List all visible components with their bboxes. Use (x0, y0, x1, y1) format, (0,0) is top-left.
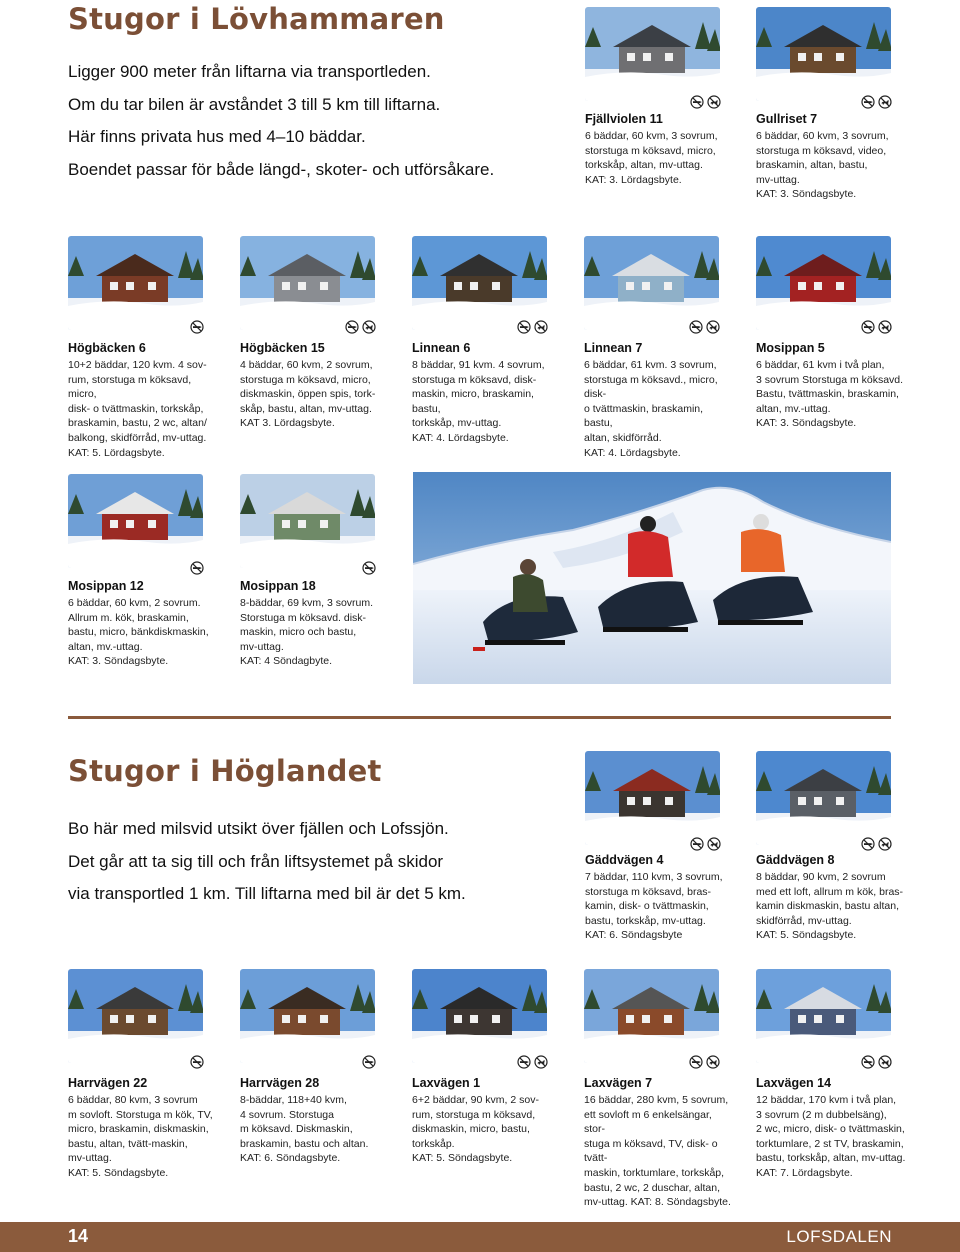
cabin-card (68, 340, 218, 460)
intro-lovhammaren (68, 56, 494, 186)
cabin-card (585, 852, 735, 943)
cabin-card (412, 1075, 562, 1166)
amenity-icons (689, 320, 720, 335)
no-smoking-icon (517, 1055, 531, 1069)
intro-hoglandet (68, 813, 466, 911)
intro-line: via transportled 1 km. Till liftarna med bil är det 5 km. (68, 884, 466, 903)
no-smoking-icon (689, 320, 703, 334)
cabin-description: 6 bäddar, 60 kvm, 3 sovrum, storstuga m köksavd, video, braskamin, altan, bastu, mv-uttag. KAT: 3. Söndagsbyte. (756, 130, 889, 201)
cabin-description: 8 bäddar, 91 kvm. 4 sovrum, storstuga m köksavd, disk- maskin, micro, braskamin, bastu, torkskåp, mv-uttag. KAT: 4. Lördagsbyte. (412, 359, 545, 444)
no-smoking-icon (861, 95, 875, 109)
cabin-photo (756, 236, 891, 330)
cabin-photo (240, 236, 375, 330)
amenity-icons (345, 320, 376, 335)
intro-line: Det går att ta sig till och från liftsystemet på skidor (68, 851, 444, 871)
section-title-lovhammaren: Stugor i Lövhammaren (68, 2, 445, 36)
section-title-hoglandet: Stugor i Höglandet (68, 754, 382, 788)
intro-line: Här finns privata hus med 4–10 bäddar. (68, 127, 366, 146)
cabin-photo (240, 474, 375, 568)
cabin-card (756, 852, 906, 943)
cabin-card (68, 1075, 218, 1181)
cabin-name: Laxvägen 7 (584, 1076, 653, 1090)
cabin-photo (584, 236, 719, 330)
no-smoking-icon (861, 320, 875, 334)
cabin-photo (585, 751, 720, 845)
no-pets-icon (362, 320, 376, 334)
amenity-icons (517, 320, 548, 335)
cabin-description: 8 bäddar, 90 kvm, 2 sovrum med ett loft, allrum m kök, bras- kamin diskmaskin, bastu altan, skidförråd, mv-uttag. KAT: 5. Söndagsbyte. (756, 871, 904, 942)
no-smoking-icon (190, 1055, 204, 1069)
cabin-description: 8-bäddar, 69 kvm, 3 sovrum. Storstuga m köksavd. disk- maskin, micro och bastu, mv-uttag. KAT: 4 Söndagbyte. (240, 597, 374, 668)
cabin-name: Linnean 7 (584, 341, 643, 355)
cabin-description: 10+2 bäddar, 120 kvm. 4 sov- rum, storstuga m köksavd, micro, disk- o tvättmaskin, torkskåp, braskamin, bastu, 2 wc, altan/ balkong, skidförråd, mv-uttag. KAT: 5. Lördagsbyte. (68, 359, 207, 459)
no-pets-icon (878, 837, 892, 851)
cabin-description: 6 bäddar, 80 kvm, 3 sovrum m sovloft. Storstuga m kök, TV, micro, braskamin, diskmaskin, bastu, altan, tvätt-maskin, mv-uttag. KAT: 5. Söndagsbyte. (68, 1094, 213, 1179)
cabin-photo (68, 474, 203, 568)
cabin-name: Fjällviolen 11 (585, 112, 663, 126)
no-smoking-icon (861, 837, 875, 851)
no-smoking-icon (517, 320, 531, 334)
cabin-card (240, 578, 390, 669)
amenity-icons (690, 837, 721, 852)
no-smoking-icon (690, 95, 704, 109)
intro-line: Om du tar bilen är avståndet 3 till 5 km till liftarna. (68, 94, 441, 114)
cabin-photo (756, 751, 891, 845)
cabin-photo (585, 7, 720, 101)
amenity-icons (190, 561, 204, 576)
page-footer (0, 1222, 960, 1252)
amenity-icons (861, 1055, 892, 1070)
no-smoking-icon (190, 561, 204, 575)
cabin-name: Linnean 6 (412, 341, 471, 355)
cabin-description: 6 bäddar, 61 kvm. 3 sovrum, storstuga m köksavd., micro, disk- o tvättmaskin, braskamin, bastu, altan, skidförråd. KAT: 4. Lördagsbyte. (584, 359, 718, 459)
cabin-name: Högbäcken 15 (240, 341, 325, 355)
footer-brand: LOFSDALEN (786, 1227, 892, 1246)
cabin-description: 6+2 bäddar, 90 kvm, 2 sov- rum, storstuga m köksavd, diskmaskin, micro, bastu, torkskåp. KAT: 5. Söndagsbyte. (412, 1094, 539, 1165)
cabin-description: 6 bäddar, 60 kvm, 3 sovrum, storstuga m köksavd, micro, torkskåp, altan, mv-uttag. KAT: 3. Lördagsbyte. (585, 130, 718, 186)
no-pets-icon (534, 1055, 548, 1069)
snowmobile-photo (413, 472, 891, 684)
no-smoking-icon (861, 1055, 875, 1069)
cabin-photo (412, 236, 547, 330)
cabin-description: 7 bäddar, 110 kvm, 3 sovrum, storstuga m köksavd, bras- kamin, disk- o tvättmaskin, bastu, torkskåp, mv-uttag. KAT: 6. Söndagsbyte (585, 871, 723, 942)
cabin-description: 12 bäddar, 170 kvm i två plan, 3 sovrum (2 m dubbelsäng), 2 wc, micro, disk- o tvättmaskin, torktumlare, 2 st TV, braskamin, bastu, torkskåp, altan, mv-uttag. KAT: 7. Lördagsbyte. (756, 1094, 906, 1179)
cabin-card (584, 340, 734, 460)
amenity-icons (861, 320, 892, 335)
cabin-photo (240, 969, 375, 1063)
cabin-photo (584, 969, 719, 1063)
cabin-name: Gäddvägen 4 (585, 853, 664, 867)
cabin-name: Laxvägen 1 (412, 1076, 481, 1090)
no-pets-icon (878, 320, 892, 334)
cabin-card (584, 1075, 734, 1210)
amenity-icons (861, 95, 892, 110)
cabin-description: 6 bäddar, 61 kvm i två plan, 3 sovrum Storstuga m köksavd. Bastu, tvättmaskin, braskamin, altan, mv.-uttag. KAT: 3. Söndagsbyte. (756, 359, 904, 430)
cabin-card (756, 1075, 906, 1181)
no-smoking-icon (362, 561, 376, 575)
cabin-card (585, 111, 735, 187)
cabin-card (756, 111, 906, 202)
cabin-card (240, 1075, 390, 1166)
amenity-icons (861, 837, 892, 852)
no-pets-icon (706, 1055, 720, 1069)
no-smoking-icon (345, 320, 359, 334)
no-pets-icon (878, 95, 892, 109)
amenity-icons (190, 320, 204, 335)
no-smoking-icon (190, 320, 204, 334)
no-pets-icon (707, 95, 721, 109)
no-smoking-icon (689, 1055, 703, 1069)
no-smoking-icon (362, 1055, 376, 1069)
cabin-photo (756, 7, 891, 101)
page-number: 14 (68, 1226, 89, 1246)
cabin-name: Mosippan 12 (68, 579, 144, 593)
cabin-photo (68, 236, 203, 330)
cabin-name: Mosippan 18 (240, 579, 316, 593)
cabin-description: 4 bäddar, 60 kvm, 2 sovrum, storstuga m köksavd, micro, diskmaskin, öppen spis, tork- skåp, bastu, altan, mv-uttag. KAT 3. Lördagsbyte. (240, 359, 376, 430)
amenity-icons (362, 1055, 376, 1070)
cabin-card (68, 578, 218, 669)
intro-line: Bo här med milsvid utsikt över fjällen och Lofssjön. (68, 819, 449, 838)
cabin-card (756, 340, 906, 431)
cabin-card (240, 340, 390, 431)
no-pets-icon (878, 1055, 892, 1069)
cabin-name: Högbäcken 6 (68, 341, 146, 355)
amenity-icons (190, 1055, 204, 1070)
cabin-name: Laxvägen 14 (756, 1076, 832, 1090)
cabin-description: 8-bäddar, 118+40 kvm, 4 sovrum. Storstuga m köksavd. Diskmaskin, braskamin, bastu och altan. KAT: 6. Söndagsbyte. (240, 1094, 369, 1165)
no-pets-icon (706, 320, 720, 334)
no-pets-icon (707, 837, 721, 851)
amenity-icons (362, 561, 376, 576)
cabin-card (412, 340, 562, 446)
cabin-name: Gäddvägen 8 (756, 853, 835, 867)
cabin-photo (412, 969, 547, 1063)
cabin-name: Gullriset 7 (756, 112, 818, 126)
amenity-icons (689, 1055, 720, 1070)
intro-line: Ligger 900 meter från liftarna via transportleden. (68, 62, 431, 81)
section-divider (68, 716, 891, 719)
amenity-icons (517, 1055, 548, 1070)
cabin-name: Harrvägen 28 (240, 1076, 320, 1090)
no-pets-icon (534, 320, 548, 334)
cabin-description: 6 bäddar, 60 kvm, 2 sovrum. Allrum m. kök, braskamin, bastu, micro, bänkdiskmaskin, altan, mv.-uttag. KAT: 3. Söndagsbyte. (68, 597, 209, 668)
no-smoking-icon (690, 837, 704, 851)
cabin-photo (756, 969, 891, 1063)
cabin-description: 16 bäddar, 280 kvm, 5 sovrum, ett sovloft m 6 enkelsängar, stor- stuga m köksavd, TV, disk- o tvätt- maskin, torktumlare, torkskåp, bastu, 2 wc, 2 duschar, altan, mv-uttag. KAT: 8. Söndagsbyte. (584, 1094, 731, 1209)
cabin-name: Harrvägen 22 (68, 1076, 148, 1090)
amenity-icons (690, 95, 721, 110)
cabin-photo (68, 969, 203, 1063)
cabin-name: Mosippan 5 (756, 341, 825, 355)
intro-line: Boendet passar för både längd-, skoter- och utförsåkare. (68, 159, 495, 179)
